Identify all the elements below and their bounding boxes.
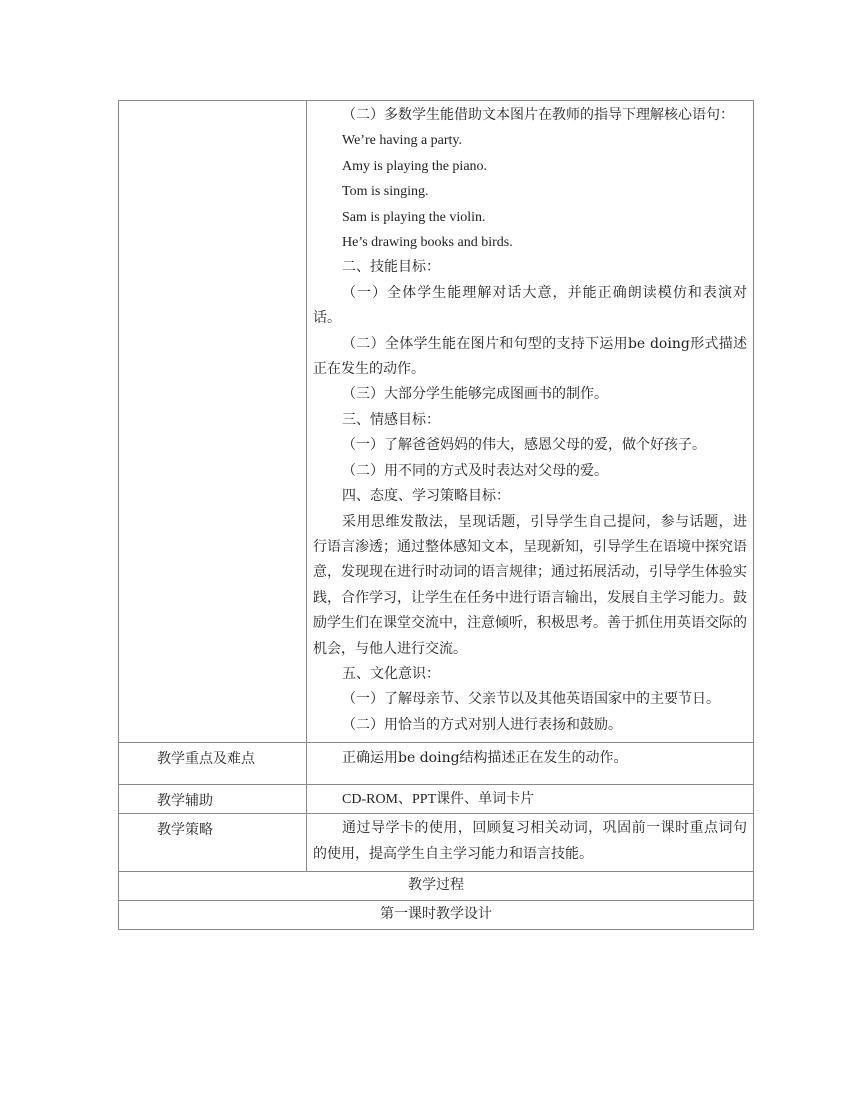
aids-label-cell: [119, 785, 307, 814]
section-heading: 三、情感目标：: [342, 411, 440, 428]
aids-row: [119, 785, 754, 814]
objectives-row: [119, 101, 754, 743]
core-sentence: Amy is playing the piano.: [342, 158, 488, 174]
period-title: 第一课时教学设计: [119, 901, 754, 930]
aids-text: CD-ROM、PPT课件、单词卡片: [342, 792, 535, 808]
focus-label: 教学重点及难点: [157, 751, 255, 768]
objective-line: （一）了解爸爸妈妈的伟大，感恩父母的爱，做个好孩子。: [342, 437, 706, 454]
process-row: [119, 872, 754, 901]
section-heading: 四、态度、学习策略目标：: [342, 488, 510, 505]
aids-content-cell: [307, 785, 754, 814]
focus-text: 正确运用be doing结构描述正在发生的动作。: [342, 750, 628, 767]
strategy-row: [119, 814, 754, 872]
strategy-paragraph: 采用思维发散法，呈现话题，引导学生自己提问，参与话题，进行语言渗透；通过整体感知文本，呈现新知，引导学生在语境中探究语意，发现现在进行时动词的语言规律；通过拓展活动，引导学生体验实践，合作学习，让学生在任务中进行语言输出，发展自主学习能力。鼓励学生们在课堂交流中，注意倾听，积极思考。善于抓住用英语交际的机会，与他人进行交流。: [313, 513, 747, 657]
period-row: [119, 901, 754, 930]
objective-line: （二）多数学生能借助文本图片在教师的指导下理解核心语句：: [342, 107, 734, 123]
core-sentence: He’s drawing books and birds.: [342, 235, 513, 251]
strategy-label-cell: [119, 814, 307, 872]
objective-line: （三）大部分学生能够完成图画书的制作。: [342, 386, 608, 403]
objective-line: （二）用恰当的方式对别人进行表扬和鼓励。: [342, 716, 622, 733]
core-sentence: Sam is playing the violin.: [342, 209, 486, 225]
strategy-label: 教学策略: [157, 822, 213, 839]
core-sentence: We’re having a party.: [342, 133, 463, 149]
objective-line: （一）全体学生能理解对话大意，并能正确朗读模仿和表演对话。: [313, 284, 747, 327]
objective-line: （二）全体学生能在图片和句型的支持下运用be doing形式描述正在发生的动作。: [313, 335, 747, 378]
focus-row: [119, 743, 754, 785]
objectives-label-cell: [119, 101, 307, 743]
objectives-content-cell: [307, 101, 754, 743]
section-heading: 二、技能目标：: [342, 259, 440, 276]
section-heading: 五、文化意识：: [342, 665, 440, 682]
process-title: 教学过程: [119, 872, 754, 901]
strategy-content-cell: [307, 814, 754, 872]
objective-line: （二）用不同的方式及时表达对父母的爱。: [342, 462, 608, 479]
core-sentence: Tom is singing.: [342, 184, 429, 200]
focus-label-cell: [119, 743, 307, 785]
aids-label: 教学辅助: [157, 793, 213, 810]
focus-content-cell: [307, 743, 754, 785]
lesson-plan-table: [118, 100, 754, 930]
strategy-text: 通过导学卡的使用，回顾复习相关动词，巩固前一课时重点词句的使用，提高学生自主学习能力和语言技能。: [313, 820, 747, 862]
objective-line: （一）了解母亲节、父亲节以及其他英语国家中的主要节日。: [342, 691, 720, 708]
